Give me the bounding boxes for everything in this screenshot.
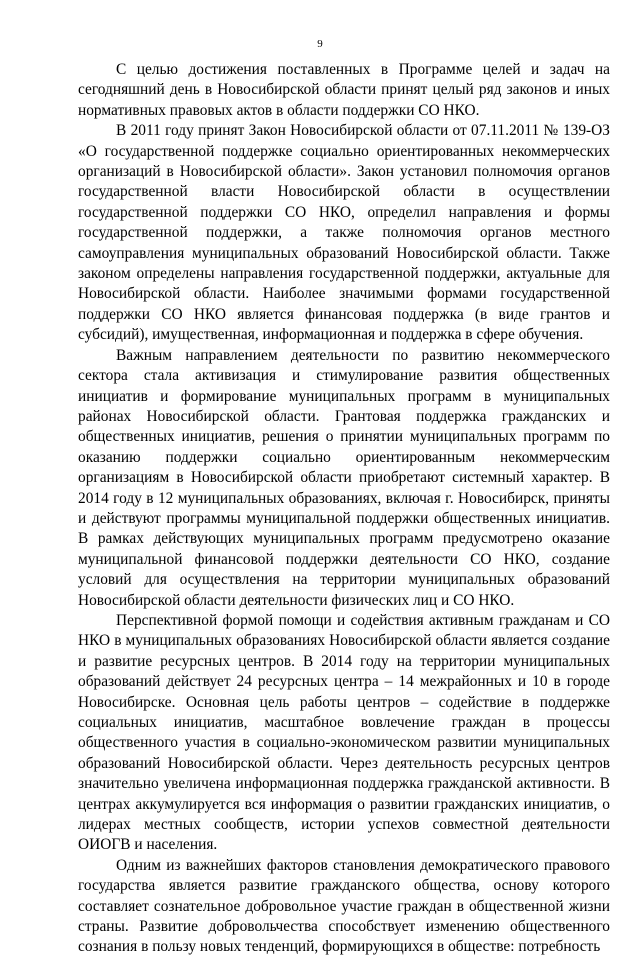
document-body <box>78 60 610 958</box>
paragraph-law-2011: В 2011 году принят Закон Новосибирской области от 07.11.2011 № 139-ОЗ «О государственной поддержке социально ориентированных некоммерческих организаций в Новосибирской области». Закон установил полномочия органов государственной власти Новосибирской области в осуществлении государственной поддержки СО НКО, определил направления и формы государственной поддержки, а также полномочия органов местного самоуправления муниципальных образований Новосибирской области. Также законом определены направления государственной поддержки, актуальные для Новосибирской области. Наиболее значимыми формами государственной поддержки СО НКО является финансовая поддержка (в виде грантов и субсидий), имущественная, информационная и поддержка в сфере обучения. <box>78 122 610 344</box>
page-number: 9 <box>317 38 323 50</box>
paragraph-municipal-programs: Важным направлением деятельности по развитию некоммерческого сектора стала активизация и стимулирование развития общественных инициатив и формирование муниципальных программ в муниципальных районах Новосибирской области. Грантовая поддержка гражданских и общественных инициатив, решения о принятии муниципальных программ по оказанию поддержки социально ориентированным некоммерческим организациям в Новосибирской области приобретают системный характер. В 2014 году в 12 муниципальных образованиях, включая г. Новосибирск, приняты и действуют программы муниципальной поддержки общественных инициатив. В рамках действующих муниципальных программ предусмотрено оказание муниципальной финансовой поддержки деятельности СО НКО, создание условий для осуществления на территории муниципальных образований Новосибирской области деятельности физических лиц и СО НКО. <box>78 346 610 609</box>
paragraph-legal-acts: С целью достижения поставленных в Программе целей и задач на сегодняшний день в Новосибирской области принят целый ряд законов и иных нормативных правовых актов в области поддержки СО НКО. <box>78 61 610 119</box>
paragraph-resource-centers: Перспективной формой помощи и содействия активным гражданам и СО НКО в муниципальных образованиях Новосибирской области является создание и развитие ресурсных центров. В 2014 году на территории муниципальных образований действует 24 ресурсных центра – 14 межрайонных и 10 в городе Новосибирске. Основная цель работы центров – содействие в поддержке социальных инициатив, масштабное вовлечение граждан в процессы общественного участия в социально-экономическом развитии муниципальных образований Новосибирской области. Через деятельность ресурсных центров значительно увеличена информационная поддержка гражданской активности. В центрах аккумулируется вся информация о развитии гражданских инициатив, о лидерах местных сообществ, истории успехов совместной деятельности ОИОГВ и населения. <box>78 611 610 854</box>
paragraph-civil-society: Одним из важнейших факторов становления демократического правового государства является развитие гражданского общества, основу которого составляет сознательное добровольное участие граждан в общественной жизни страны. Развитие добровольчества способствует изменению общественного сознания в пользу новых тенденций, формирующихся в обществе: потребность <box>78 856 610 956</box>
